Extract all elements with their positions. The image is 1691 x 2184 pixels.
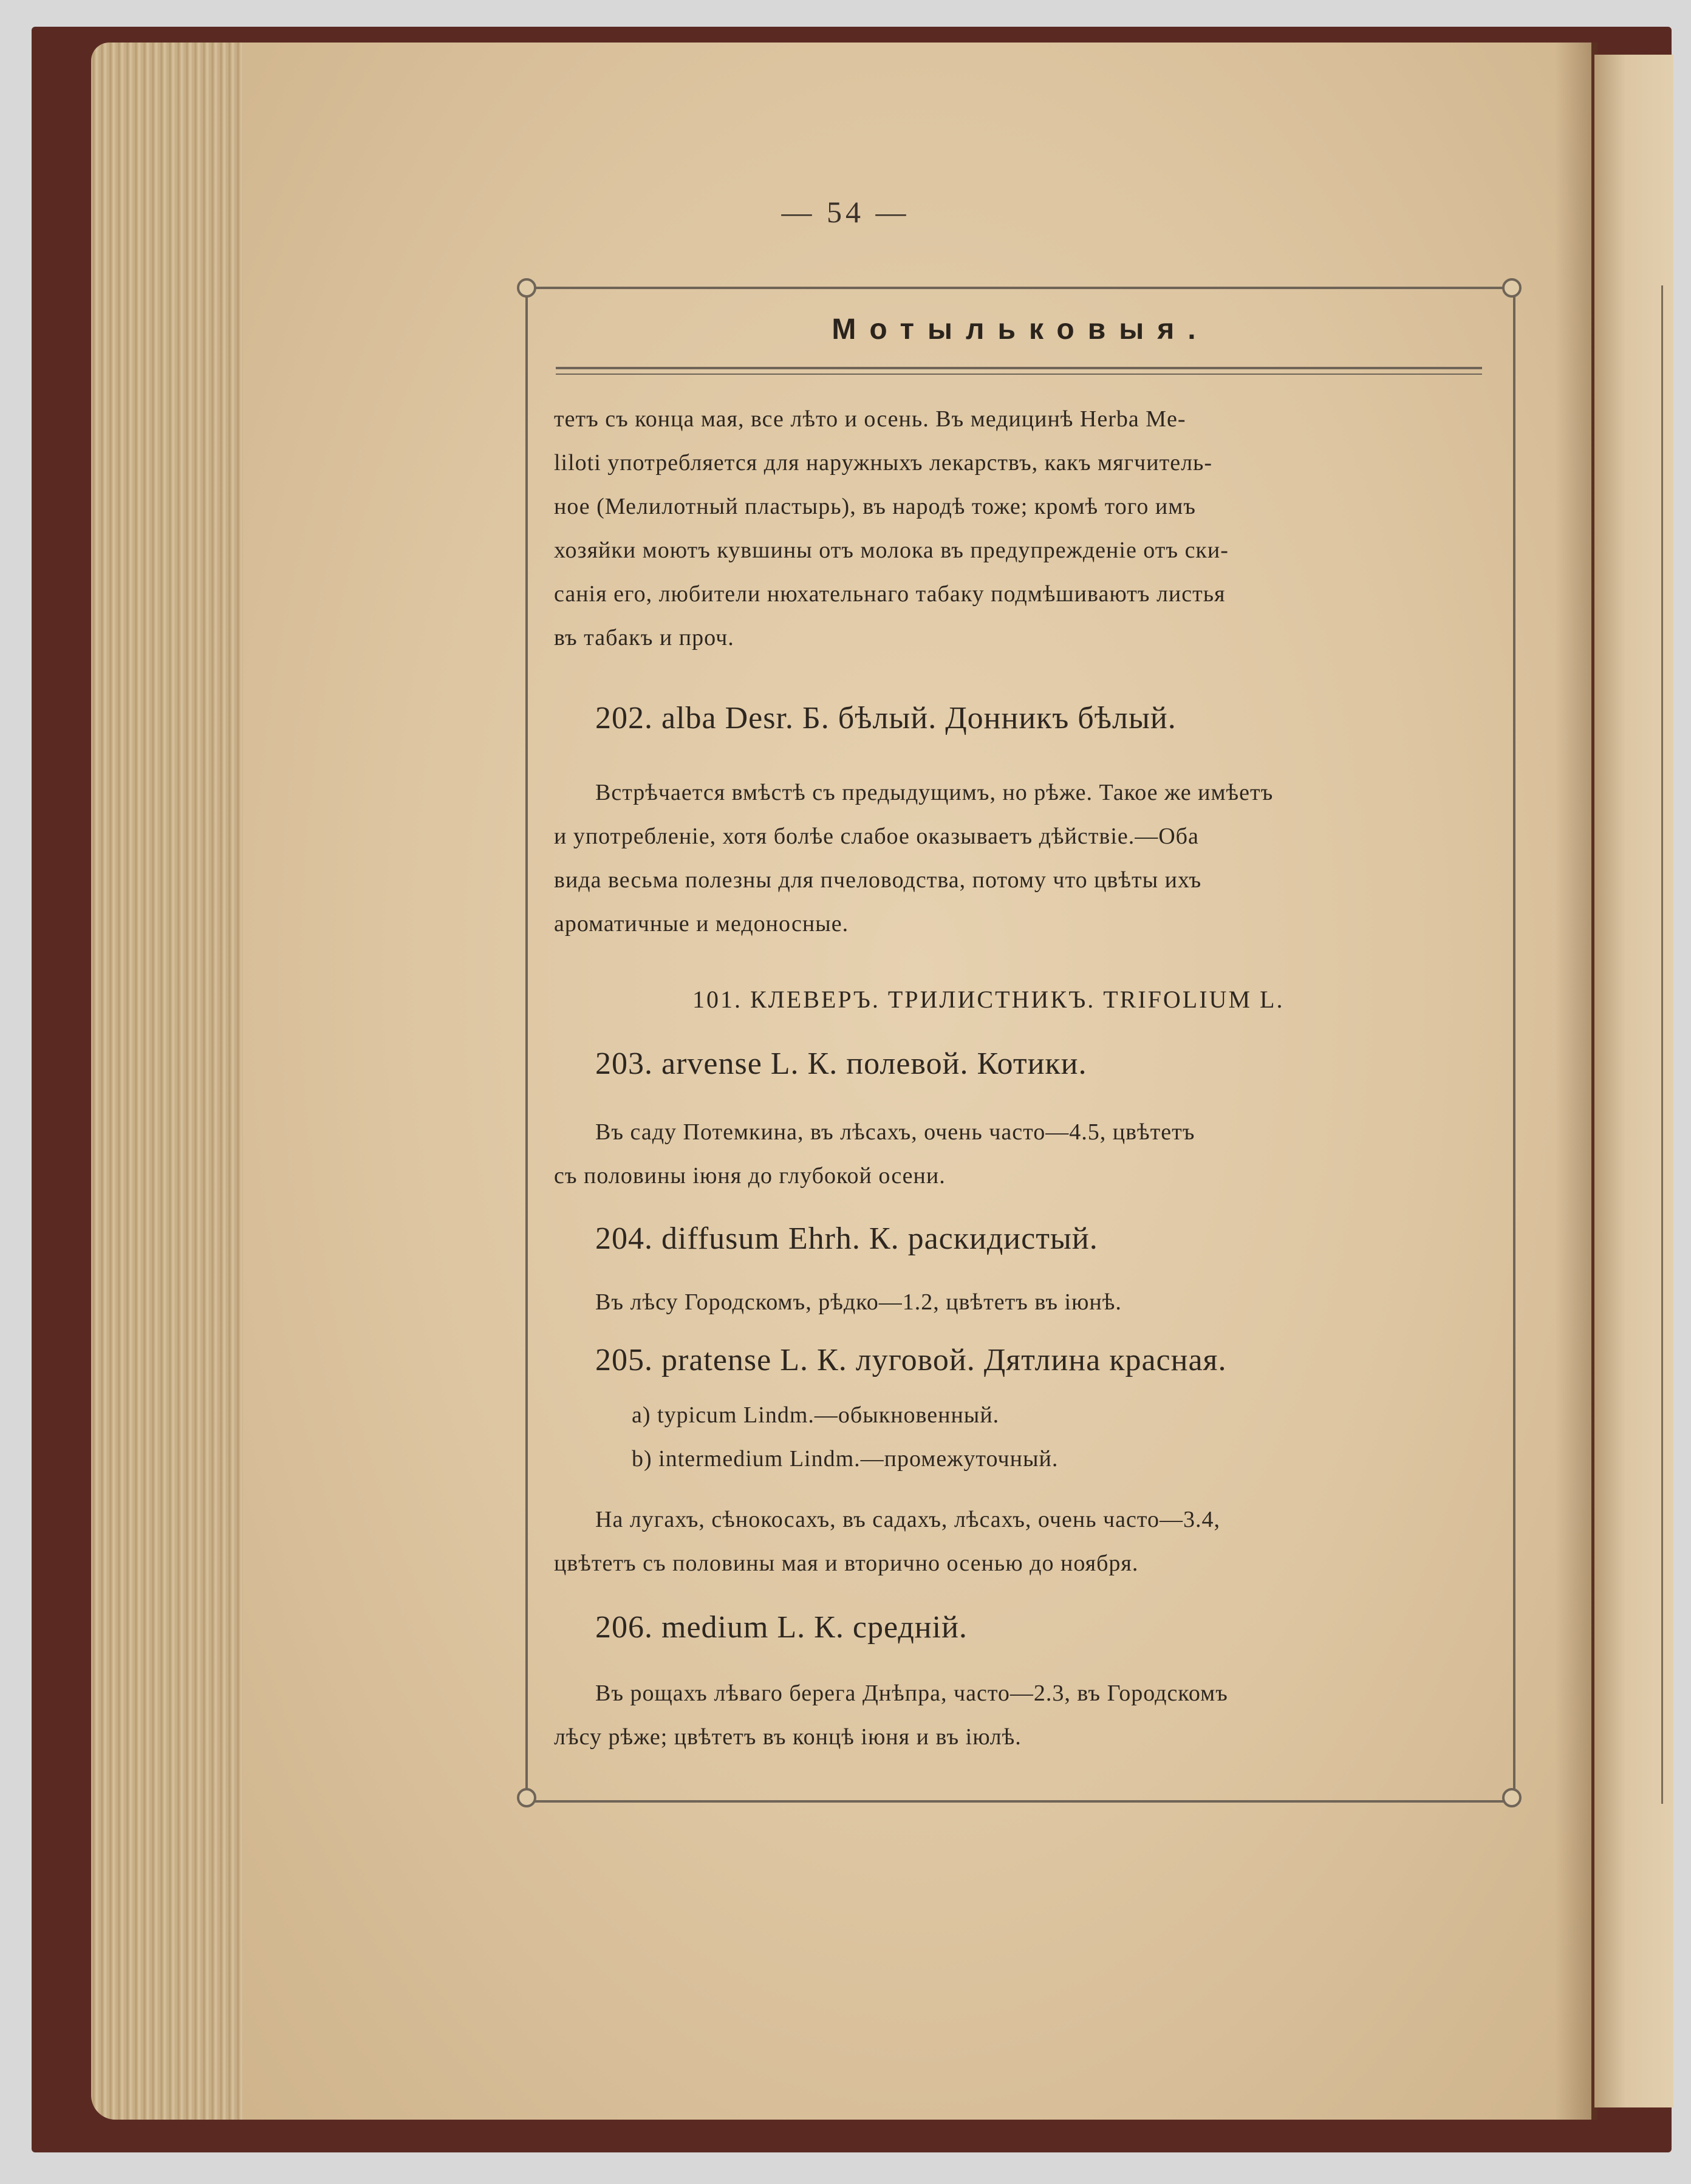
header-rule-top bbox=[556, 367, 1482, 369]
body-line: ароматичные и медоносные. bbox=[554, 911, 849, 937]
body-line: liloti употребляется для наружныхъ лекарствъ, какъ мягчитель- bbox=[554, 450, 1213, 476]
body-line: Встрѣчается вмѣстѣ съ предыдущимъ, но рѣже. Такое же имѣетъ bbox=[595, 780, 1274, 805]
species-heading-206: 206. medium L. К. средній. bbox=[595, 1610, 968, 1645]
page-edges bbox=[91, 43, 249, 2120]
body-line: ное (Мелилотный пластырь), въ народѣ тоже; кромѣ того имъ bbox=[554, 494, 1196, 519]
body-line: Въ лѣсу Городскомъ, рѣдко—1.2, цвѣтетъ въ іюнѣ. bbox=[595, 1289, 1122, 1315]
frame-corner-ornament-icon bbox=[1502, 278, 1522, 298]
body-line: хозяйки моютъ кувшины отъ молока въ предупрежденіе отъ ски- bbox=[554, 537, 1229, 563]
body-line: и употребленіе, хотя болѣе слабое оказываетъ дѣйствіе.—Оба bbox=[554, 824, 1199, 849]
species-heading-204: 204. diffusum Ehrh. К. раскидистый. bbox=[595, 1221, 1098, 1256]
species-heading-202: 202. alba Desr. Б. бѣлый. Донникъ бѣлый. bbox=[595, 701, 1177, 735]
variety-line: b) intermedium Lindm.—промежуточный. bbox=[632, 1446, 1059, 1472]
species-heading-205: 205. pratense L. К. луговой. Дятлина красная. bbox=[595, 1343, 1227, 1377]
body-line: съ половины іюня до глубокой осени. bbox=[554, 1163, 946, 1189]
species-heading-203: 203. arvense L. К. полевой. Котики. bbox=[595, 1046, 1087, 1081]
body-line: Въ рощахъ лѣваго берега Днѣпра, часто—2.3, въ Городскомъ bbox=[595, 1681, 1228, 1706]
body-line: Въ саду Потемкина, въ лѣсахъ, очень часто—4.5, цвѣтетъ bbox=[595, 1119, 1195, 1145]
body-line: цвѣтетъ съ половины мая и вторично осенью до ноября. bbox=[554, 1551, 1139, 1576]
frame-corner-ornament-icon bbox=[517, 1788, 536, 1807]
facing-page-frame-line bbox=[1661, 285, 1663, 1804]
body-line: тетъ съ конца мая, все лѣто и осень. Въ медицинѣ Herba Me- bbox=[554, 406, 1186, 432]
body-line: лѣсу рѣже; цвѣтетъ въ концѣ іюня и въ іюлѣ. bbox=[554, 1724, 1022, 1750]
running-title: Мотыльковыя. bbox=[832, 313, 1209, 346]
body-line: въ табакъ и проч. bbox=[554, 625, 734, 650]
header-rule-bottom bbox=[556, 374, 1482, 375]
body-line: вида весьма полезны для пчеловодства, потому что цвѣты ихъ bbox=[554, 867, 1202, 893]
page-gutter-shadow bbox=[1555, 43, 1597, 2120]
variety-line: a) typicum Lindm.—обыкновенный. bbox=[632, 1402, 1000, 1428]
body-line: санія его, любители нюхательнаго табаку подмѣшиваютъ листья bbox=[554, 581, 1226, 607]
body-line: На лугахъ, сѣнокосахъ, въ садахъ, лѣсахъ, очень часто—3.4, bbox=[595, 1507, 1220, 1532]
genus-heading: 101. КЛЕВЕРЪ. ТРИЛИСТНИКЪ. TRIFOLIUM L. bbox=[692, 986, 1285, 1013]
frame-corner-ornament-icon bbox=[517, 278, 536, 298]
page-number: — 54 — bbox=[781, 195, 910, 229]
frame-corner-ornament-icon bbox=[1502, 1788, 1522, 1807]
